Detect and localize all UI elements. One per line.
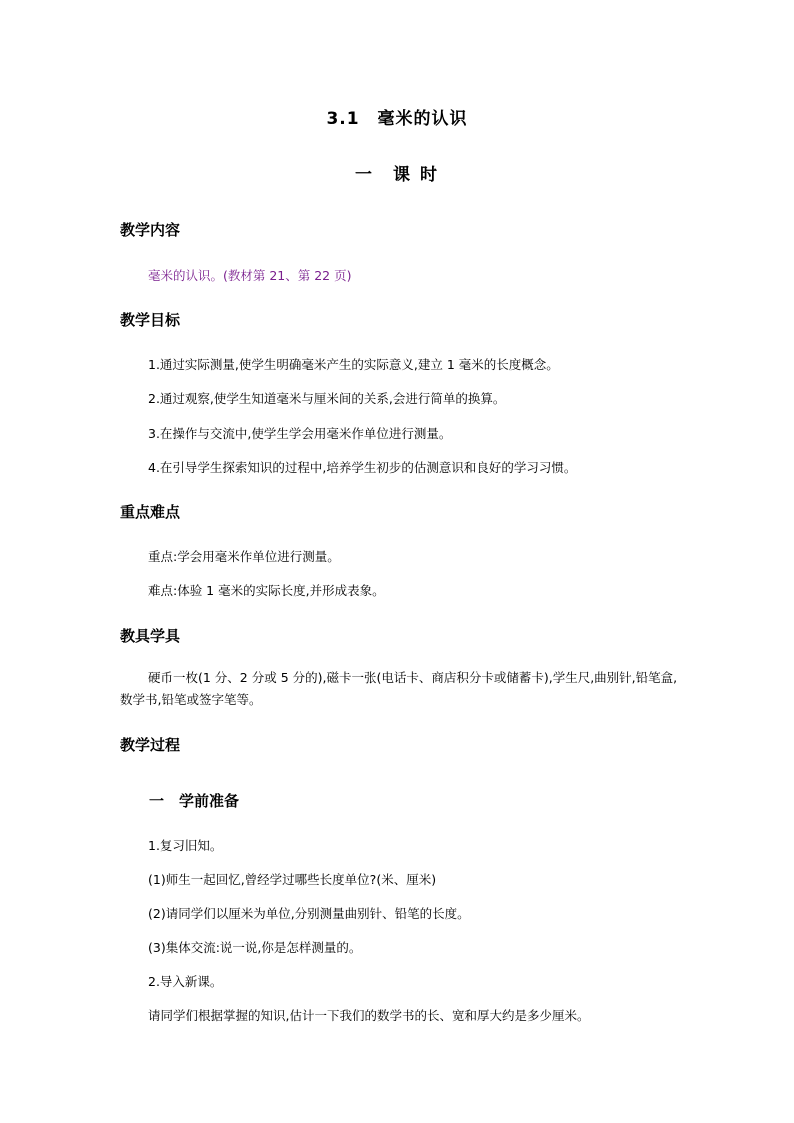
- prep-item: 请同学们根据掌握的知识,估计一下我们的数学书的长、宽和厚大约是多少厘米。: [148, 1008, 590, 1023]
- section-heading-process: 教学过程: [120, 736, 181, 754]
- prep-item: 2.导入新课。: [148, 974, 223, 989]
- prep-item: (3)集体交流:说一说,你是怎样测量的。: [148, 940, 362, 955]
- subsection-heading-prep: 一 学前准备: [149, 792, 240, 810]
- goal-item: 2.通过观察,使学生知道毫米与厘米间的关系,会进行简单的换算。: [148, 391, 506, 406]
- prep-item: 1.复习旧知。: [148, 838, 223, 853]
- difficulty-text: 难点:体验 1 毫米的实际长度,并形成表象。: [148, 583, 385, 598]
- section-heading-tools: 教具学具: [120, 627, 181, 645]
- goal-item: 4.在引导学生探索知识的过程中,培养学生初步的估测意识和良好的学习习惯。: [148, 460, 577, 475]
- page-title: 3.1 毫米的认识: [326, 109, 468, 129]
- section-heading-goals: 教学目标: [120, 311, 181, 329]
- prep-item: (2)请同学们以厘米为单位,分别测量曲别针、铅笔的长度。: [148, 906, 470, 921]
- content-text: 毫米的认识。(教材第 21、第 22 页): [148, 268, 352, 283]
- section-heading-content: 教学内容: [120, 221, 181, 239]
- goal-item: 1.通过实际测量,使学生明确毫米产生的实际意义,建立 1 毫米的长度概念。: [148, 357, 559, 372]
- prep-item: (1)师生一起回忆,曾经学过哪些长度单位?(米、厘米): [148, 872, 437, 887]
- section-heading-keypoints: 重点难点: [120, 503, 181, 521]
- page-subtitle: 一 课 时: [355, 165, 439, 185]
- goal-item: 3.在操作与交流中,使学生学会用毫米作单位进行测量。: [148, 426, 452, 441]
- tools-text: 硬币一枚(1 分、2 分或 5 分的),磁卡一张(电话卡、商店积分卡或储蓄卡),学生尺,曲别针,铅笔盒,数学书,铅笔或签字笔等。: [120, 670, 678, 707]
- keypoint-text: 重点:学会用毫米作单位进行测量。: [148, 549, 340, 564]
